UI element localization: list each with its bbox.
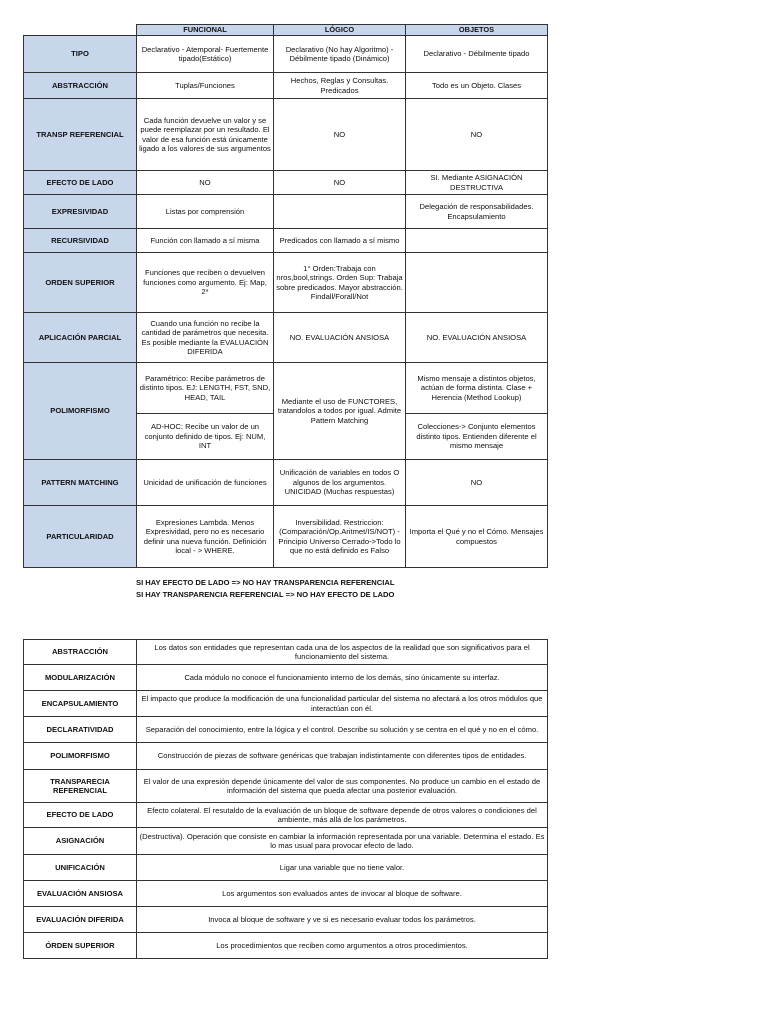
row-efecto-de-lado xyxy=(24,171,548,195)
row-label: PARTICULARIDAD xyxy=(24,506,137,568)
cell-logico: Declarativo (No hay Algoritmo) - Débilmente tipado (Dinámico) xyxy=(274,36,406,73)
cell-objetos-colecciones: Colecciones-> Conjunto elementos distinto tipos. Entienden diferente el mismo mensaje xyxy=(406,414,548,460)
definition-row xyxy=(24,881,548,907)
cell-logico: NO. EVALUACIÓN ANSIOSA xyxy=(274,313,406,363)
row-label: EFECTO DE LADO xyxy=(24,171,137,195)
row-recursividad xyxy=(24,229,548,253)
definition-row xyxy=(24,743,548,770)
definition-term: ÓRDEN SUPERIOR xyxy=(24,933,137,959)
note-line: SI HAY EFECTO DE LADO => NO HAY TRANSPARENCIA REFERENCIAL xyxy=(136,578,395,587)
corner-cell xyxy=(24,25,137,36)
definition-term: DECLARATIVIDAD xyxy=(24,717,137,743)
definition-text: Cada módulo no conoce el funcionamiento interno de los demás, sino únicamente su interfaz. xyxy=(137,665,548,691)
definition-text: Construcción de piezas de software genéricas que trabajan indistintamente con diferentes tipos de entidades. xyxy=(137,743,548,770)
row-label: TRANSP REFERENCIAL xyxy=(24,99,137,171)
definition-text: Invoca al bloque de software y ve si es necesario evaluar todos los parámetros. xyxy=(137,907,548,933)
cell-logico: NO xyxy=(274,99,406,171)
cell-logico: Inversibilidad. Restriccion: (Comparación/Op.Aritmet/IS/NOT) - Principio Universo Cerrado->Todo lo que no está definido es Falso xyxy=(274,506,406,568)
cell-objetos xyxy=(406,253,548,313)
definition-row xyxy=(24,855,548,881)
cell-funcional: NO xyxy=(137,171,274,195)
row-label: PATTERN MATCHING xyxy=(24,460,137,506)
header-row xyxy=(24,25,548,36)
cell-objetos: SI. Mediante ASIGNACIÓN DESTRUCTIVA xyxy=(406,171,548,195)
cell-funcional: Cuando una función no recibe la cantidad de parámetros que necesita. Es posible mediante la EVALUACIÓN DIFERIDA xyxy=(137,313,274,363)
row-label: APLICACIÓN PARCIAL xyxy=(24,313,137,363)
definition-row xyxy=(24,933,548,959)
definition-text: Efecto colateral. El resutaldo de la evaluación de un bloque de software depende de otros valores o condiciones del ambiente, más allá de los parámetros. xyxy=(137,803,548,828)
cell-funcional: Unicidad de unificación de funciones xyxy=(137,460,274,506)
cell-logico: Predicados con llamado a sí mismo xyxy=(274,229,406,253)
definition-row xyxy=(24,717,548,743)
cell-funcional: Cada función devuelve un valor y se puede reemplazar por un resultado. El valor de esa función está únicamente ligado a los valores de sus argumentos xyxy=(137,99,274,171)
notes-block xyxy=(136,577,395,601)
definition-term: ENCAPSULAMIENTO xyxy=(24,691,137,717)
cell-objetos-mensajes: Mismo mensaje a distintos objetos, actúan de forma distinta. Clase + Herencia (Method Lookup) xyxy=(406,363,548,414)
row-label: POLIMORFISMO xyxy=(24,363,137,460)
definition-term: EVALUACIÓN DIFERIDA xyxy=(24,907,137,933)
cell-logico: Hechos, Reglas y Consultas. Predicados xyxy=(274,73,406,99)
definition-term: TRANSPARECIA REFERENCIAL xyxy=(24,770,137,803)
definition-term: MODULARIZACIÓN xyxy=(24,665,137,691)
note-line: SI HAY TRANSPARENCIA REFERENCIAL => NO HAY EFECTO DE LADO xyxy=(136,590,395,599)
cell-logico: Unificación de variables en todos O algunos de los argumentos. UNICIDAD (Muchas respuestas) xyxy=(274,460,406,506)
row-orden-superior xyxy=(24,253,548,313)
row-tipo xyxy=(24,36,548,73)
definition-row xyxy=(24,691,548,717)
cell-logico: NO xyxy=(274,171,406,195)
row-label: ABSTRACCIÓN xyxy=(24,73,137,99)
cell-objetos xyxy=(406,229,548,253)
cell-objetos: Declarativo - Débilmente tipado xyxy=(406,36,548,73)
definition-term: POLIMORFISMO xyxy=(24,743,137,770)
cell-funcional-adhoc: AD-HOC: Recibe un valor de un conjunto definido de tipos. Ej: NUM, INT xyxy=(137,414,274,460)
definitions-table xyxy=(23,639,548,959)
definition-text: (Destructiva). Operación que consiste en cambiar la información representada por una variable. Determina el estado. Es lo mas usual para provocar efecto de lado. xyxy=(137,828,548,855)
definition-term: EFECTO DE LADO xyxy=(24,803,137,828)
definition-text: Ligar una variable que no tiene valor. xyxy=(137,855,548,881)
row-expresividad xyxy=(24,195,548,229)
definition-term: EVALUACIÓN ANSIOSA xyxy=(24,881,137,907)
definition-row xyxy=(24,665,548,691)
definition-text: El valor de una expresión depende únicamente del valor de sus componentes. No produce un cambio en el estado de información del sistema que pueda afectar una posterior evaluación. xyxy=(137,770,548,803)
cell-objetos: NO xyxy=(406,99,548,171)
header-objetos: OBJETOS xyxy=(406,25,548,36)
row-label: TIPO xyxy=(24,36,137,73)
definition-row xyxy=(24,640,548,665)
row-polimorfismo-a xyxy=(24,363,548,414)
definition-row xyxy=(24,803,548,828)
cell-funcional: Listas por comprensión xyxy=(137,195,274,229)
definition-text: Los argumentos son evaluados antes de invocar al bloque de software. xyxy=(137,881,548,907)
header-funcional: FUNCIONAL xyxy=(137,25,274,36)
definition-text: Separación del conocimiento, entre la lógica y el control. Describe su solución y se centra en el qué y no en el cómo. xyxy=(137,717,548,743)
cell-funcional: Función con llamado a sí misma xyxy=(137,229,274,253)
row-abstraccion xyxy=(24,73,548,99)
definition-row xyxy=(24,907,548,933)
cell-objetos: NO. EVALUACIÓN ANSIOSA xyxy=(406,313,548,363)
row-aplicacion-parcial xyxy=(24,313,548,363)
definition-term: UNIFICACIÓN xyxy=(24,855,137,881)
row-label: ORDEN SUPERIOR xyxy=(24,253,137,313)
cell-objetos: NO xyxy=(406,460,548,506)
cell-funcional: Funciones que reciben o devuelven funciones como argumento. Ej: Map, 2* xyxy=(137,253,274,313)
cell-funcional: Tuplas/Funciones xyxy=(137,73,274,99)
definition-text: Los datos son entidades que representan cada una de los aspectos de la realidad que son significativos para el funcionamiento del sistema. xyxy=(137,640,548,665)
cell-logico xyxy=(274,195,406,229)
cell-objetos: Todo es un Objeto. Clases xyxy=(406,73,548,99)
cell-logico: 1° Orden:Trabaja con nros,bool,strings. Orden Sup: Trabaja sobre predicados. Mayor abstracción. Findall/Forall/Not xyxy=(274,253,406,313)
definition-text: El impacto que produce la modificación de una funcionalidad particular del sistema no afectará a los otros módulos que interactúan con él. xyxy=(137,691,548,717)
cell-objetos: Delegación de responsabilidades. Encapsulamiento xyxy=(406,195,548,229)
row-label: RECURSIVIDAD xyxy=(24,229,137,253)
definition-row xyxy=(24,828,548,855)
paradigm-comparison-table xyxy=(23,24,548,568)
definition-term: ABSTRACCIÓN xyxy=(24,640,137,665)
cell-funcional-parametrico: Paramétrico: Recibe parámetros de distinto tipos. EJ: LENGTH, FST, SND, HEAD, TAIL xyxy=(137,363,274,414)
row-transp-referencial xyxy=(24,99,548,171)
definition-text: Los procedimientos que reciben como argumentos a otros procedimientos. xyxy=(137,933,548,959)
row-label: EXPRESIVIDAD xyxy=(24,195,137,229)
row-pattern-matching xyxy=(24,460,548,506)
row-particularidad xyxy=(24,506,548,568)
definition-term: ASIGNACIÓN xyxy=(24,828,137,855)
header-logico: LÓGICO xyxy=(274,25,406,36)
cell-objetos: Importa el Qué y no el Cómo. Mensajes compuestos xyxy=(406,506,548,568)
cell-funcional: Expresiones Lambda. Menos Expresividad, pero no es necesario definir una nueva función. Definición local - > WHERE. xyxy=(137,506,274,568)
cell-funcional: Declarativo - Atemporal- Fuertemente tipado(Estático) xyxy=(137,36,274,73)
definition-row xyxy=(24,770,548,803)
cell-logico: Mediante el uso de FUNCTORES, tratandolos a todos por igual. Admite Pattern Matching xyxy=(274,363,406,460)
